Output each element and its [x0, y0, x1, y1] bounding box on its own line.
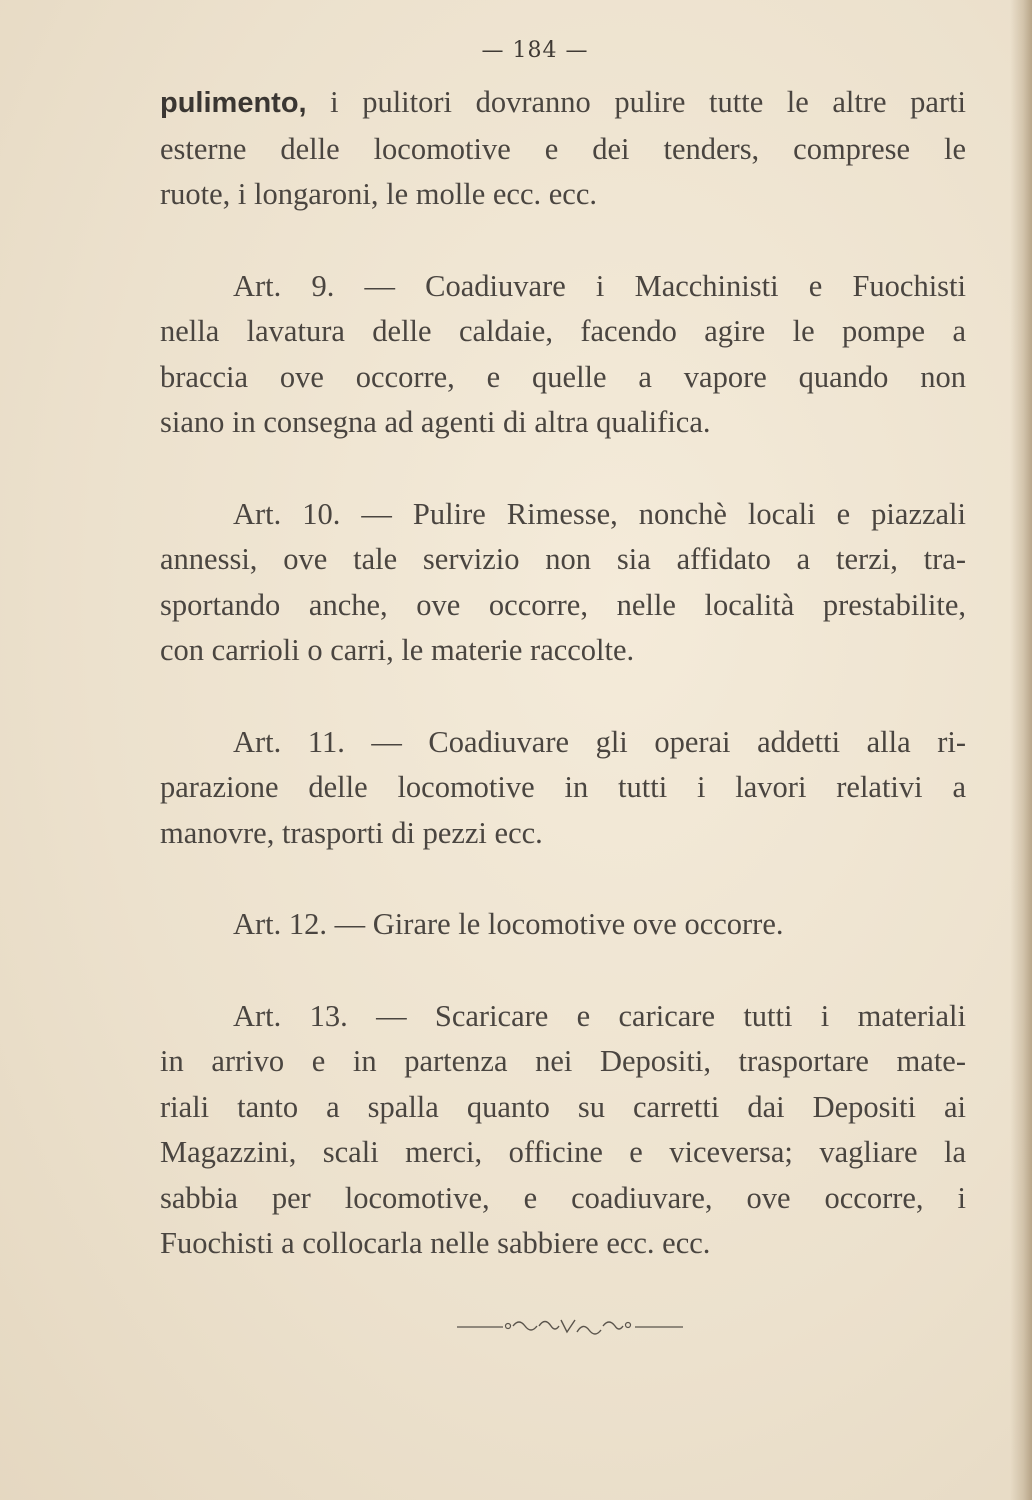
- art12-line-1: Art. 12. — Girare le locomotive ove occorre.: [233, 907, 784, 941]
- art11-line-2: parazione delle locomotive in tutti i lavori relativi a: [160, 770, 966, 804]
- art13-line-1: Art. 13. — Scaricare e caricare tutti i materiali: [233, 998, 966, 1033]
- decorative-flourish-icon: [455, 1312, 685, 1342]
- page-edge-shadow: [1010, 0, 1032, 1500]
- paragraph-gap: [160, 856, 966, 902]
- art11-line-3: manovre, trasporti di pezzi ecc.: [160, 815, 543, 850]
- art9-line-3: braccia ove occorre, e quelle a vapore quando non: [160, 359, 966, 394]
- intro-line-2: esterne delle locomotive e dei tenders, comprese le: [160, 131, 966, 166]
- paragraph-gap: [160, 218, 966, 264]
- art13-line-3: riali tanto a spalla quanto su carretti dai Depositi ai: [160, 1089, 966, 1124]
- body-text: [160, 80, 966, 1267]
- bold-word: pulimento,: [160, 87, 307, 119]
- intro-line-3: ruote, i longaroni, le molle ecc. ecc.: [160, 177, 597, 211]
- article-12: [160, 902, 966, 948]
- art11-line-1: Art. 11. — Coadiuvare gli operai addetti alla ri-: [233, 724, 966, 759]
- art13-line-4: Magazzini, scali merci, officine e viceversa; vagliare la: [160, 1135, 966, 1169]
- paragraph-gap: [160, 948, 966, 994]
- art10-line-1: Art. 10. — Pulire Rimesse, nonchè locali e piazzali: [233, 496, 966, 531]
- article-9: [160, 264, 966, 446]
- article-11: [160, 720, 966, 857]
- article-13: [160, 994, 966, 1267]
- art10-line-2: annessi, ove tale servizio non sia affidato a terzi, tra-: [160, 542, 966, 576]
- article-10: [160, 492, 966, 674]
- art9-line-4: siano in consegna ad agenti di altra qualifica.: [160, 405, 711, 439]
- intro-line-1: pulimento, i pulitori dovranno pulire tutte le altre parti: [160, 85, 966, 119]
- paragraph-gap: [160, 674, 966, 720]
- page-number: — 184 —: [481, 38, 589, 63]
- art10-line-3: sportando anche, ove occorre, nelle località prestabilite,: [160, 587, 966, 622]
- art10-line-4: con carrioli o carri, le materie raccolte.: [160, 633, 635, 667]
- art13-line-2: in arrivo e in partenza nei Depositi, trasportare mate-: [160, 1044, 966, 1078]
- art13-line-6: Fuochisti a collocarla nelle sabbiere ecc. ecc.: [160, 1226, 711, 1260]
- intro-paragraph: [160, 80, 966, 218]
- art9-line-1: Art. 9. — Coadiuvare i Macchinisti e Fuochisti: [233, 268, 966, 303]
- art9-line-2: nella lavatura delle caldaie, facendo agire le pompe a: [160, 314, 966, 348]
- art13-line-5: sabbia per locomotive, e coadiuvare, ove occorre, i: [160, 1180, 966, 1215]
- paragraph-gap: [160, 446, 966, 492]
